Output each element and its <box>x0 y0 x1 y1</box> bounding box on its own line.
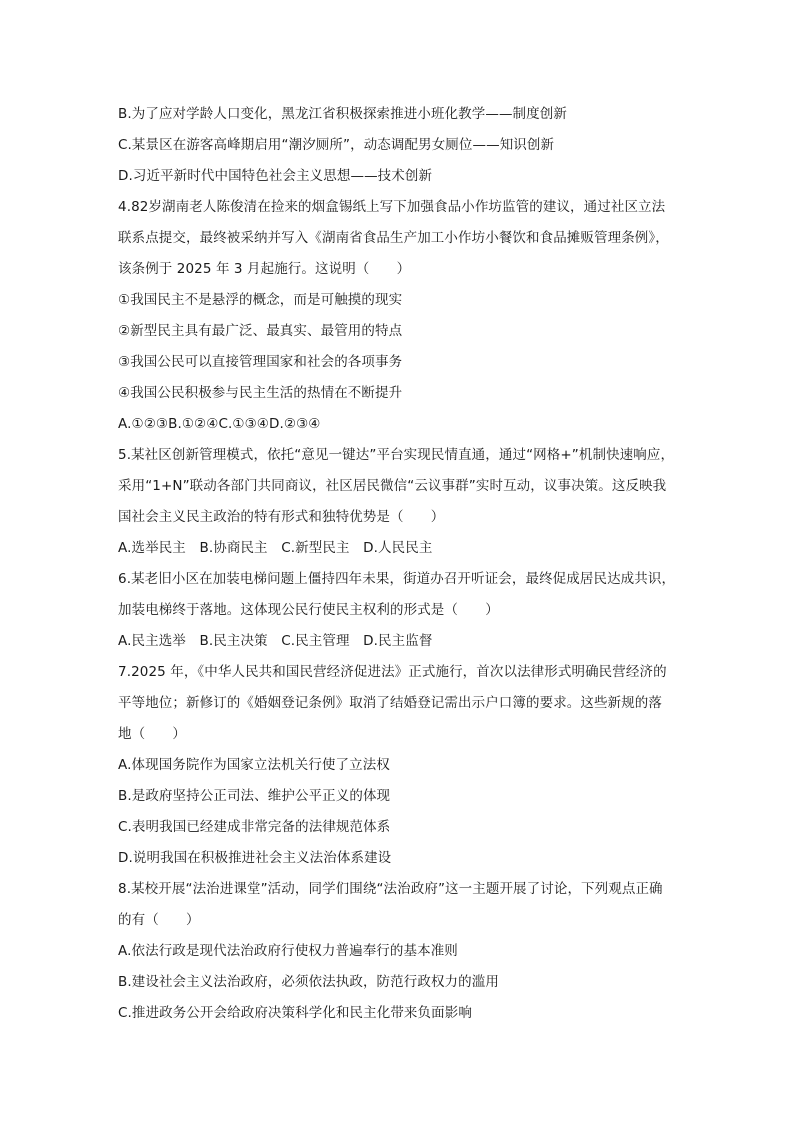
text-line: B.为了应对学龄人口变化，黑龙江省积极探索推进小班化教学——制度创新 <box>118 106 567 122</box>
text-line: 的有（ ） <box>118 912 200 928</box>
text-line: ③我国公民可以直接管理国家和社会的各项事务 <box>118 354 403 370</box>
text-line: 该条例于 2025 年 3 月起施行。这说明（ ） <box>118 261 411 277</box>
text-line: B.是政府坚持公正司法、维护公平正义的体现 <box>118 788 391 804</box>
text-line: C.推进政务公开会给政府决策科学化和民主化带来负面影响 <box>118 1005 472 1021</box>
question-text <box>118 103 678 1033</box>
text-line: 联系点提交，最终被采纳并写入《湖南省食品生产加工小作坊小餐饮和食品摊贩管理条例》， <box>118 230 669 246</box>
text-line: 5.某社区创新管理模式，依托“意见一键达”平台实现民情直通，通过“网格+”机制快速响应， <box>118 447 675 463</box>
text-line: ①我国民主不是悬浮的概念，而是可触摸的现实 <box>118 292 403 308</box>
text-line: ②新型民主具有最广泛、最真实、最管用的特点 <box>118 323 403 339</box>
text-line: 7.2025 年，《中华人民共和国民营经济促进法》正式施行，首次以法律形式明确民营经济的 <box>118 664 667 680</box>
text-line: C.某景区在游客高峰期启用“潮汐厕所”，动态调配男女厕位——知识创新 <box>118 137 555 153</box>
text-line: 采用“1+N”联动各部门共同商议，社区居民微信“云议事群”实时互动，议事决策。这反映我 <box>118 478 667 494</box>
text-line: D.说明我国在积极推进社会主义法治体系建设 <box>118 850 392 866</box>
text-line: C.表明我国已经建成非常完备的法律规范体系 <box>118 819 391 835</box>
text-line: A.选举民主 B.协商民主 C.新型民主 D.人民民主 <box>118 540 433 556</box>
text-line: A.依法行政是现代法治政府行使权力普遍奉行的基本准则 <box>118 943 458 959</box>
text-line: D.习近平新时代中国特色社会主义思想——技术创新 <box>118 168 433 184</box>
text-line: 地（ ） <box>118 726 186 742</box>
text-line: 平等地位；新修订的《婚姻登记条例》取消了结婚登记需出示户口簿的要求。这些新规的落 <box>118 695 662 711</box>
text-line: 8.某校开展“法治进课堂”活动，同学们围绕“法治政府”这一主题开展了讨论，下列观点正确 <box>118 881 663 897</box>
text-line: 加装电梯终于落地。这体现公民行使民主权利的形式是（ ） <box>118 602 499 618</box>
text-line: 4.82岁湖南老人陈俊清在捡来的烟盒锡纸上写下加强食品小作坊监管的建议，通过社区立法 <box>118 199 666 215</box>
text-line: A.①②③B.①②④C.①③④D.②③④ <box>118 416 321 432</box>
text-line: ④我国公民积极参与民主生活的热情在不断提升 <box>118 385 403 401</box>
text-line: B.建设社会主义法治政府，必须依法执政，防范行政权力的滥用 <box>118 974 499 990</box>
text-line: A.体现国务院作为国家立法机关行使了立法权 <box>118 757 390 773</box>
text-line: 国社会主义民主政治的特有形式和独特优势是（ ） <box>118 509 445 525</box>
text-line: A.民主选举 B.民主决策 C.民主管理 D.民主监督 <box>118 633 433 649</box>
text-line: 6.某老旧小区在加装电梯问题上僵持四年未果，街道办召开听证会，最终促成居民达成共识， <box>118 571 676 587</box>
